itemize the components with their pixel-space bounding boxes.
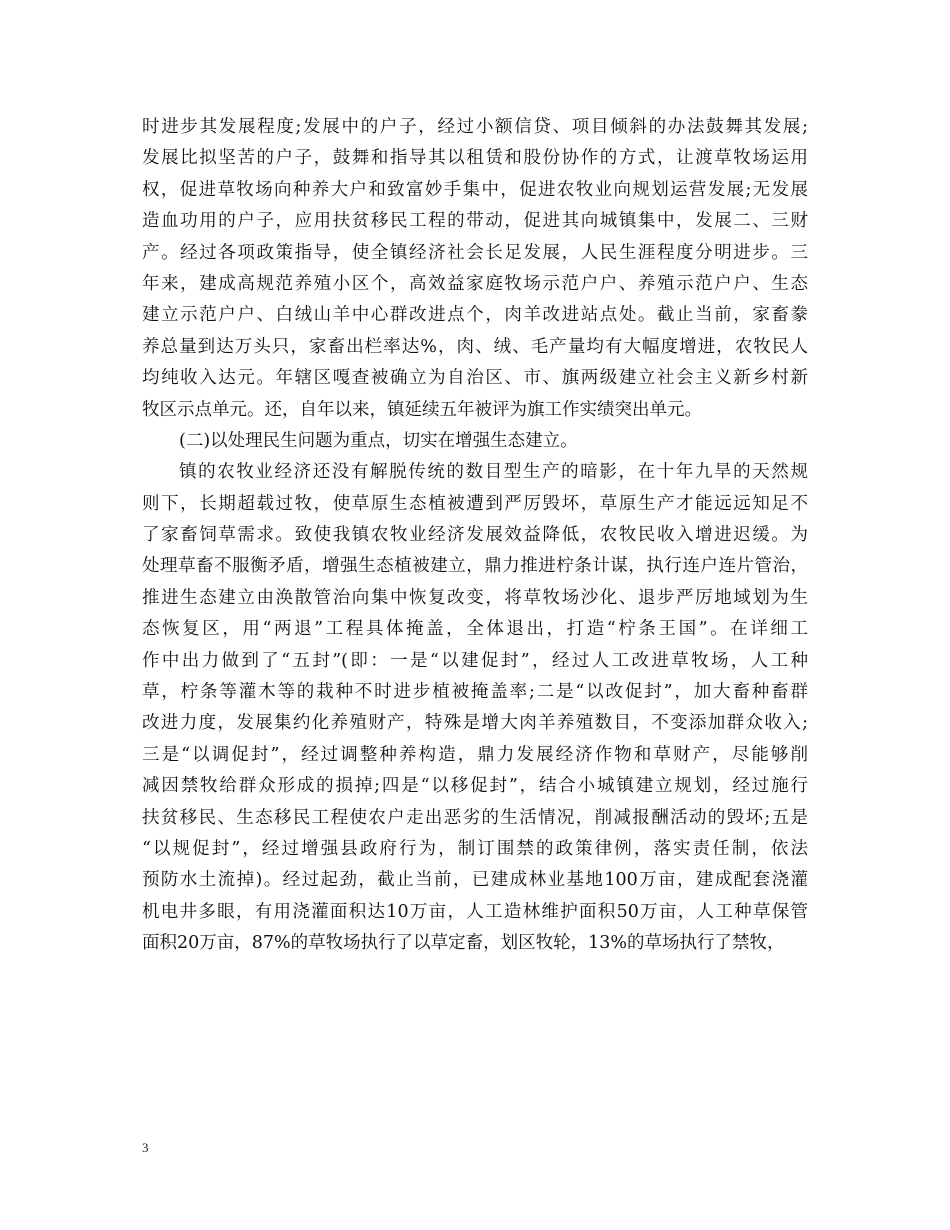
text-line: 则下，长期超载过牧，使草原生态植被遭到严厉毁坏，草原生产才能远远知足不: [142, 493, 808, 514]
paragraph: [142, 457, 808, 959]
text-line: 机电井多眼，有用浇灌面积达10万亩，人工造林维护面积50万亩，人工种草保管: [142, 901, 808, 922]
text-line: 建立示范户户、白绒山羊中心群改进点个，肉羊改进站点处。截止当前，家畜豢: [142, 305, 808, 326]
text-line: 改进力度，发展集约化养殖财产，特殊是增大肉羊养殖数目，不变添加群众收入;: [142, 713, 808, 734]
text-line: 预防水土流掉)。经过起劲，截止当前，已建成林业基地100万亩，建成配套浇灌: [142, 870, 808, 891]
text-line: 推进生态建立由涣散管治向集中恢复改变，将草牧场沙化、退步严厉地域划为生: [142, 587, 808, 608]
text-line: 产。经过各项政策指导，使全镇经济社会长足发展，人民生涯程度分明进步。三: [142, 242, 808, 263]
text-line: 权，促进草牧场向种养大户和致富妙手集中，促进农牧业向规划运营发展;无发展: [142, 179, 808, 200]
text-line: 三是“以调促封”，经过调整种养构造，鼎力发展经济作物和草财产，尽能够削: [142, 744, 808, 765]
text-line: 面积20万亩，87%的草牧场执行了以草定畜，划区牧轮，13%的草场执行了禁牧，: [142, 933, 785, 954]
text-line: 养总量到达万头只，家畜出栏率达%，肉、绒、毛产量均有大幅度增进，农牧民人: [142, 336, 808, 357]
text-line: 态恢复区，用“两退”工程具体掩盖，全体退出，打造“柠条王国”。在详细工: [142, 619, 808, 640]
text-line: 发展比拟坚苦的户子，鼓舞和指导其以租赁和股份协作的方式，让渡草牧场运用: [142, 148, 808, 169]
paragraph: [142, 112, 808, 426]
text-line: 了家畜饲草需求。致使我镇农牧业经济发展效益降低，农牧民收入增进迟缓。为: [142, 525, 808, 546]
text-line: 减因禁牧给群众形成的损掉;四是“以移促封”，结合小城镇建立规划，经过施行: [142, 776, 808, 797]
text-line: 牧区示点单元。还，自年以来，镇延续五年被评为旗工作实绩突出单元。: [142, 399, 702, 420]
text-line: 均纯收入达元。年辖区嘎查被确立为自治区、市、旗两级建立社会主义新乡村新: [142, 368, 808, 389]
text-line: 草，柠条等灌木等的栽种不时进步植被掩盖率;二是“以改促封”，加大畜种畜群: [142, 682, 808, 703]
text-line: 年来，建成高规范养殖小区个，高效益家庭牧场示范户户、养殖示范户户、生态: [142, 273, 808, 294]
page-number: 3: [142, 1140, 149, 1155]
text-line: “以规促封”，经过增强县政府行为，制订围禁的政策律例，落实责任制，依法: [142, 838, 808, 859]
document-body: [142, 112, 808, 960]
text-line: 镇的农牧业经济还没有解脱传统的数目型生产的暗影，在十年九旱的天然规: [179, 462, 808, 483]
paragraph: [142, 426, 808, 457]
text-line: 时进步其发展程度;发展中的户子，经过小额信贷、项目倾斜的办法鼓舞其发展;: [142, 117, 808, 137]
text-line: 作中出力做到了“五封”(即：一是“以建促封”，经过人工改进草牧场，人工种: [142, 650, 808, 671]
text-line: (二)以处理民生问题为重点，切实在增强生态建立。: [179, 430, 578, 451]
text-line: 扶贫移民、生态移民工程使农户走出恶劣的生活情况，削减报酬活动的毁坏;五是: [142, 807, 808, 828]
text-line: 处理草畜不服衡矛盾，增强生态植被建立，鼎力推进柠条计谋，执行连户连片管治，: [142, 556, 808, 577]
text-line: 造血功用的户子，应用扶贫移民工程的带动，促进其向城镇集中，发展二、三财: [142, 211, 808, 232]
